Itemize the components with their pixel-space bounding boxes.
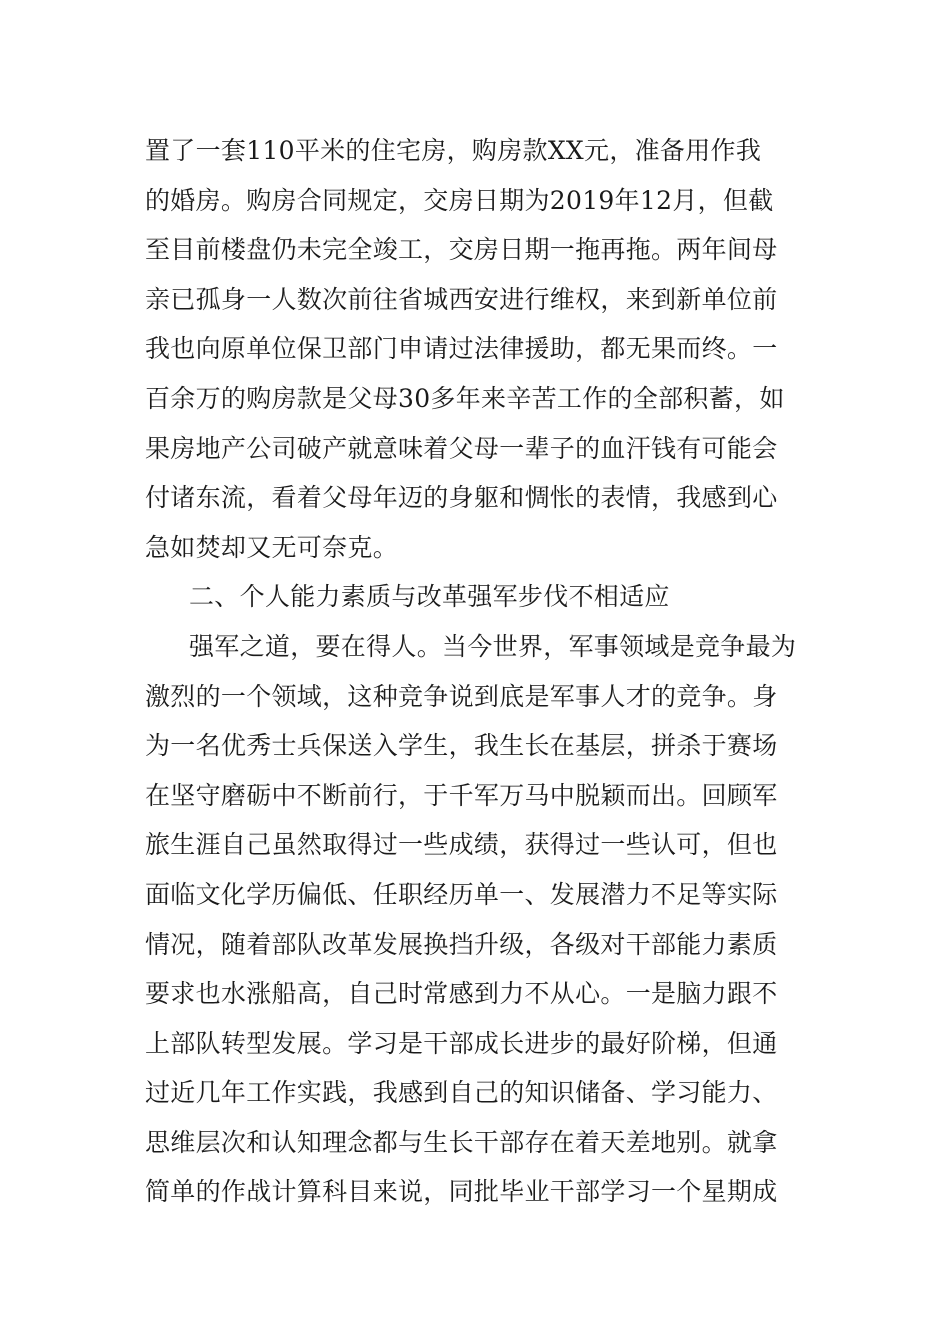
text-line: 激烈的一个领域，这种竞争说到底是军事人才的竞争。身 [145,681,778,711]
text-line: 的婚房。购房合同规定，交房日期为2019年12月，但截 [145,185,774,215]
text-line: 要求也水涨船高，自己时常感到力不从心。一是脑力跟不 [145,979,778,1009]
text-line: 至目前楼盘仍未完全竣工，交房日期一拖再拖。两年间母 [145,235,778,265]
text-line: 果房地产公司破产就意味着父母一辈子的血汗钱有可能会 [145,433,778,463]
text-line: 付诸东流，看着父母年迈的身躯和惆怅的表情，我感到心 [145,483,778,513]
text-line: 急如焚却又无可奈克。 [145,532,399,562]
text-line: 百余万的购房款是父母30多年来辛苦工作的全部积蓄，如 [145,383,785,413]
text-line: 思维层次和认知理念都与生长干部存在着天差地别。就拿 [145,1127,778,1157]
text-line: 情况，随着部队改革发展换挡升级，各级对干部能力素质 [145,929,778,959]
text-line: 强军之道，要在得人。当今世界，军事领域是竞争最为 [189,631,797,661]
text-line: 置了一套110平米的住宅房，购房款XX元，准备用作我 [145,136,762,165]
body-text [145,126,815,1217]
text-line: 面临文化学历偏低、任职经历单一、发展潜力不足等实际 [145,879,778,909]
text-line: 亲已孤身一人数次前往省城西安进行维权，来到新单位前 [145,284,778,314]
section-heading: 二、个人能力素质与改革强军步伐不相适应 [189,582,670,612]
text-line: 在坚守磨砺中不断前行，于千军万马中脱颖而出。回顾军 [145,780,778,810]
text-line: 旅生涯自己虽然取得过一些成绩，获得过一些认可，但也 [145,830,778,860]
text-line: 过近几年工作实践，我感到自己的知识储备、学习能力、 [145,1078,778,1108]
text-line: 为一名优秀士兵保送入学生，我生长在基层，拼杀于赛场 [145,731,778,761]
text-line: 我也向原单位保卫部门申请过法律援助，都无果而终。一 [145,334,778,364]
text-line: 上部队转型发展。学习是干部成长进步的最好阶梯，但通 [145,1028,778,1058]
text-line: 简单的作战计算科目来说，同批毕业干部学习一个星期成 [145,1177,778,1207]
